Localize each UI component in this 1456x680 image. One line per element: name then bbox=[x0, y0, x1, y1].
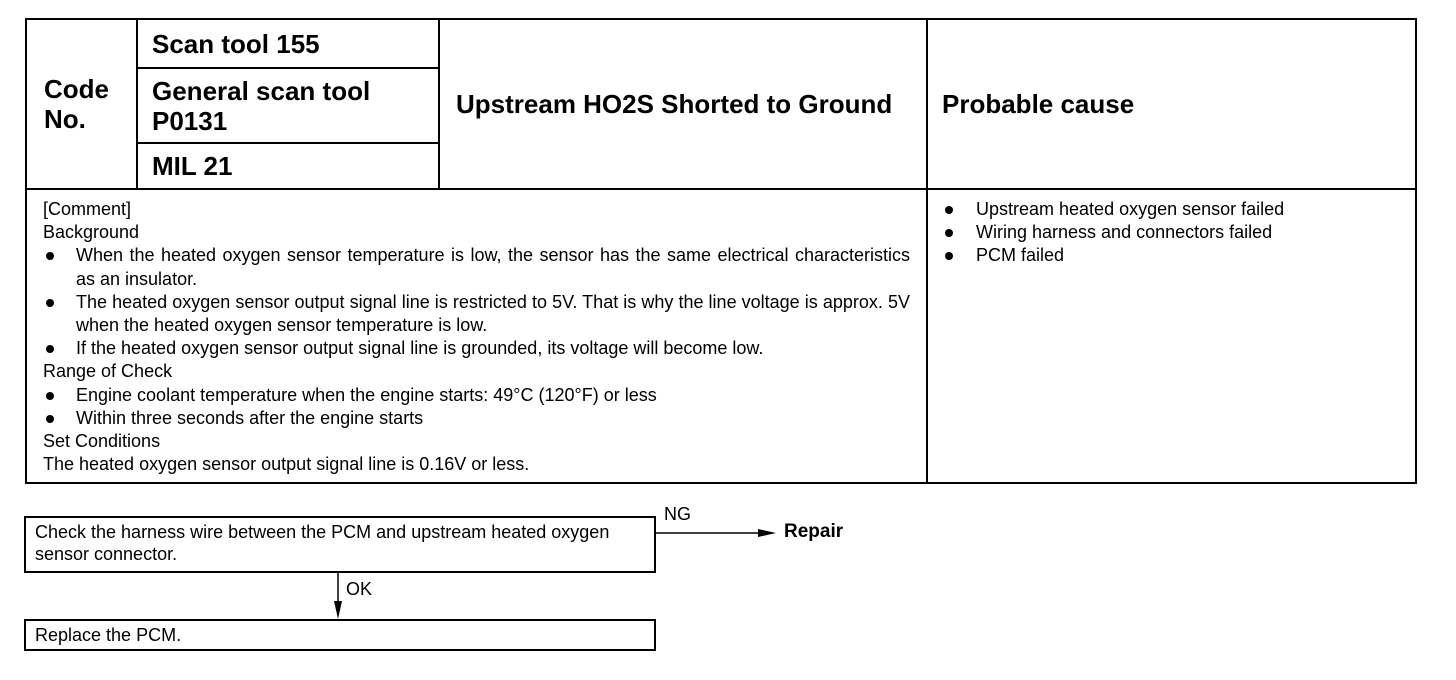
background-item: When the heated oxygen sensor temperature is low, the sensor has the same electrical characteristics as an insulator. bbox=[43, 244, 910, 290]
probable-cause-heading: Probable cause bbox=[927, 19, 1416, 189]
set-conditions-text: The heated oxygen sensor output signal line is 0.16V or less. bbox=[43, 454, 530, 475]
check-harness-step: Check the harness wire between the PCM and upstream heated oxygen sensor connector. bbox=[24, 516, 656, 573]
ok-label: OK bbox=[346, 579, 373, 599]
diagnostic-code-table bbox=[25, 18, 1417, 484]
range-heading: Range of Check bbox=[43, 361, 173, 382]
probable-cause-item: Wiring harness and connectors failed bbox=[942, 221, 1415, 244]
repair-result: Repair bbox=[784, 521, 844, 542]
scan-tool-code: Scan tool 155 bbox=[137, 19, 439, 68]
background-heading: Background bbox=[43, 222, 140, 243]
general-scan-tool-code: General scan tool P0131 bbox=[137, 68, 439, 143]
ok-arrow bbox=[334, 573, 342, 619]
fault-title: Upstream HO2S Shorted to Ground bbox=[439, 19, 927, 189]
range-item: Within three seconds after the engine starts bbox=[43, 407, 910, 430]
code-no-label: Code No. bbox=[26, 19, 137, 189]
background-item: If the heated oxygen sensor output signal line is grounded, its voltage will become low. bbox=[43, 337, 910, 360]
replace-pcm-step: Replace the PCM. bbox=[24, 619, 656, 651]
ng-label: NG bbox=[664, 504, 691, 524]
probable-cause-list bbox=[927, 189, 1416, 483]
mil-code: MIL 21 bbox=[137, 143, 439, 189]
range-item: Engine coolant temperature when the engine starts: 49°C (120°F) or less bbox=[43, 384, 910, 407]
probable-cause-item: PCM failed bbox=[942, 244, 1415, 267]
set-conditions-heading: Set Conditions bbox=[43, 431, 161, 452]
ng-arrow bbox=[656, 529, 776, 537]
probable-cause-item: Upstream heated oxygen sensor failed bbox=[942, 198, 1415, 221]
comment-section bbox=[26, 189, 927, 483]
comment-label: [Comment] bbox=[43, 199, 132, 219]
background-item: The heated oxygen sensor output signal line is restricted to 5V. That is why the line voltage is approx. 5V when the heated oxygen sensor temperature is low. bbox=[43, 291, 910, 337]
